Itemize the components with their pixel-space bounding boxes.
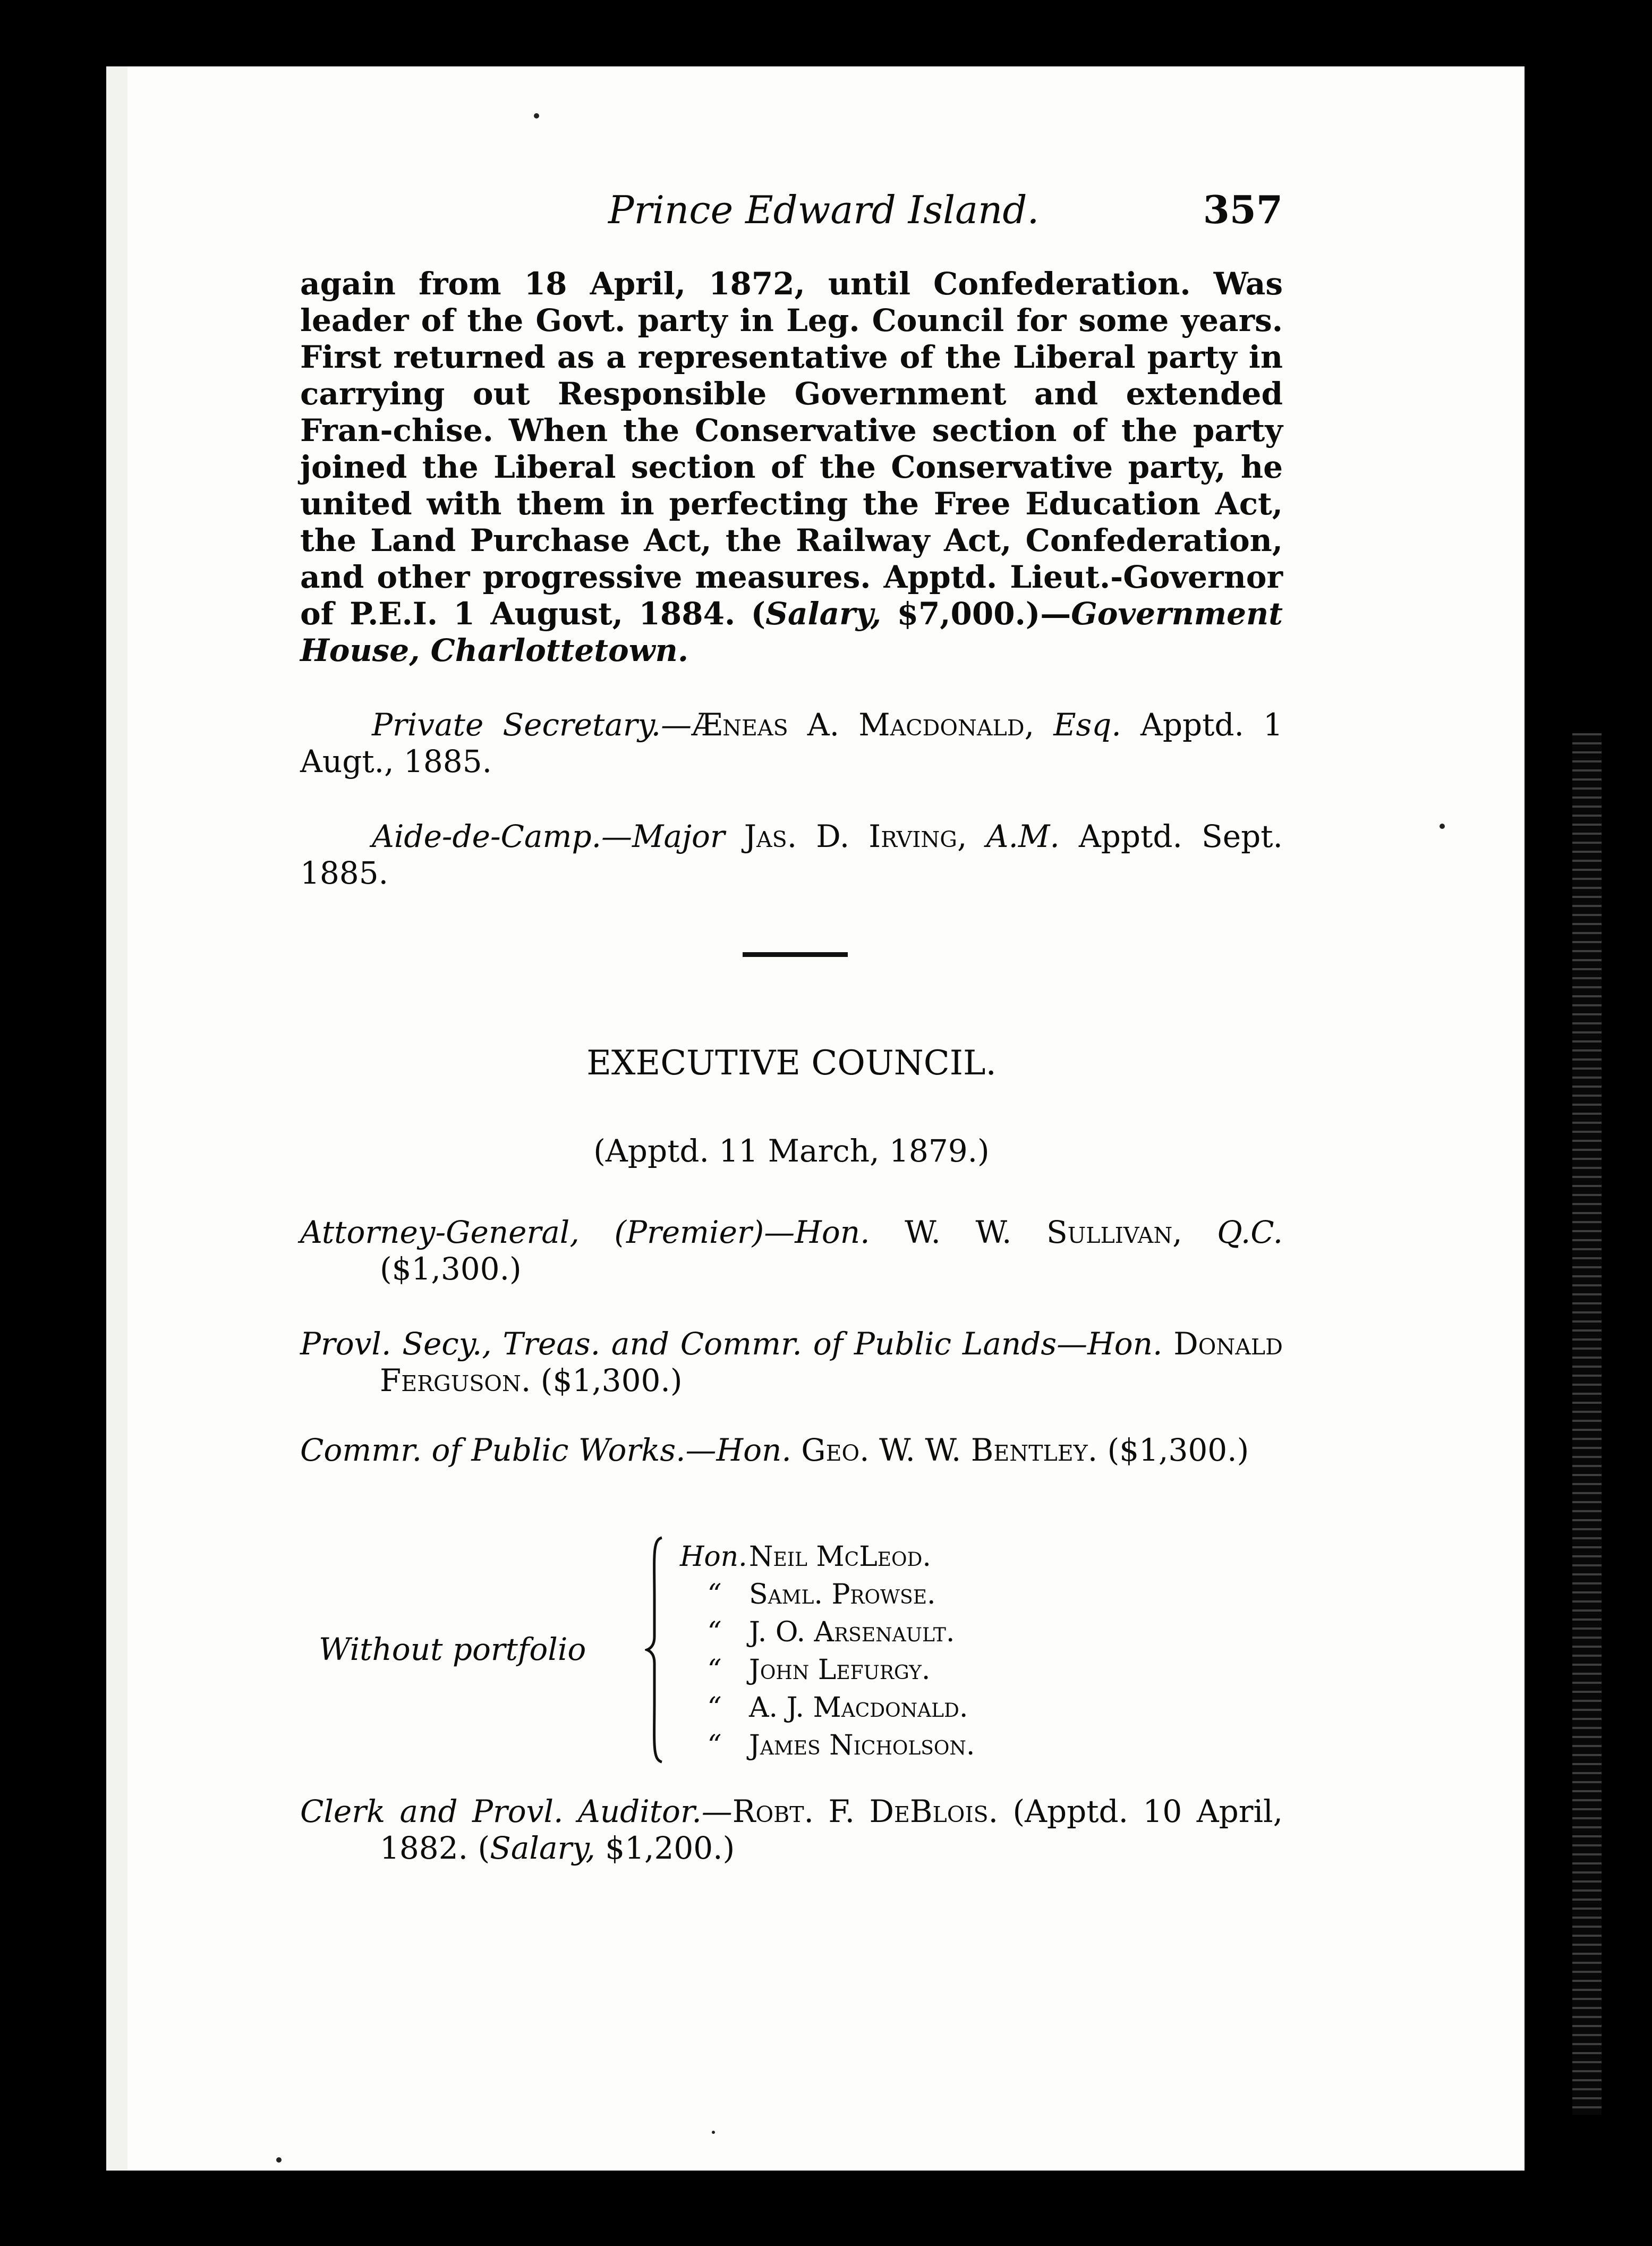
aide-de-camp-appointment: Apptd. Sept. 1885. <box>300 818 1283 891</box>
attorney-general-entry <box>300 1214 1283 1287</box>
continuation-text: again from 18 April, 1872, until Confederation. Was leader of the Govt. party in Leg. Council for some years. First returned as a representative of the Liberal party in carrying out Responsible Government and extended Fran-chise. When the Conservative section of the party joined the Liberal section of the Conservative party, he united with them in perfecting the Free Education Act, the Land Purchase Act, the Railway Act, Confederation, and other progressive measures. Apptd. Lieut.-Governor of P.E.I. 1 August, 1884. ( <box>300 266 1283 632</box>
public-works-entry <box>300 1432 1283 1469</box>
attorney-general-salary: ($1,300.) <box>380 1251 522 1287</box>
attorney-general-suffix: Q.C. <box>1182 1214 1283 1250</box>
print-speck <box>1440 824 1445 829</box>
aide-de-camp-title: Aide-de-Camp.—Major <box>372 818 725 854</box>
member-row <box>680 1689 975 1727</box>
clerk-title: Clerk and Provl. Auditor.— <box>300 1793 733 1829</box>
attorney-general-name: W. W. Sullivan, <box>870 1214 1182 1250</box>
brace-icon <box>645 1536 666 1764</box>
member-row <box>680 1576 975 1614</box>
aide-de-camp-name: Jas. D. Irving, <box>725 818 967 854</box>
member-name: John Lefurgy. <box>749 1654 931 1686</box>
provincial-secretary-salary: ($1,300.) <box>531 1362 683 1399</box>
without-portfolio-members <box>680 1538 975 1765</box>
member-prefix: “ <box>707 1692 722 1724</box>
page-number: 357 <box>1203 187 1283 232</box>
member-prefix: “ <box>707 1616 722 1648</box>
print-speck <box>712 2131 715 2134</box>
provincial-secretary-title: Provl. Secy., Treas. and Commr. of Public Lands—Hon. <box>300 1326 1163 1362</box>
member-row <box>680 1614 975 1651</box>
member-name: A. J. Macdonald. <box>749 1692 968 1724</box>
section-divider <box>743 952 848 957</box>
member-prefix: Hon. <box>680 1541 747 1573</box>
private-secretary-suffix: Esq. <box>1034 707 1121 743</box>
private-secretary-title: Private Secretary.— <box>372 707 692 743</box>
member-name: James Nicholson. <box>749 1730 975 1761</box>
aide-de-camp-suffix: A.M. <box>967 818 1060 854</box>
member-name: Neil McLeod. <box>749 1541 931 1573</box>
aide-de-camp-entry <box>300 818 1283 892</box>
private-secretary-name: Æneas A. Macdonald, <box>692 707 1035 743</box>
member-name: Saml. Prowse. <box>749 1579 936 1611</box>
clerk-salary-label: Salary, <box>490 1830 595 1866</box>
member-row <box>680 1727 975 1765</box>
clerk-salary-amount: $1,200.) <box>595 1830 735 1866</box>
clerk-appointment: (Apptd. 10 April, 1882. ( <box>380 1793 1283 1866</box>
public-works-title: Commr. of Public Works.—Hon. <box>300 1432 791 1468</box>
private-secretary-appointment: Apptd. 1 Augt., 1885. <box>300 707 1283 779</box>
print-speck <box>534 113 539 118</box>
without-portfolio-label: Without portfolio <box>319 1631 586 1667</box>
attorney-general-title: Attorney-General, (Premier)—Hon. <box>300 1214 870 1250</box>
running-head <box>300 189 1283 231</box>
salary-amount: $7,000.)— <box>881 596 1071 632</box>
member-prefix: “ <box>707 1579 722 1611</box>
continuation-paragraph <box>300 266 1283 669</box>
member-row <box>680 1538 975 1576</box>
residence: Government House, Charlottetown. <box>300 596 1283 668</box>
member-row <box>680 1651 975 1689</box>
salary-label: Salary, <box>765 596 882 632</box>
clerk-entry <box>300 1793 1283 1867</box>
public-works-name: Geo. W. W. Bentley. <box>791 1432 1098 1468</box>
private-secretary-entry <box>300 707 1283 780</box>
member-name: J. O. Arsenault. <box>749 1616 955 1648</box>
print-speck <box>276 2157 282 2163</box>
executive-council-subheading: (Apptd. 11 March, 1879.) <box>593 1133 990 1169</box>
binding-edge-strip <box>1572 733 1602 2115</box>
member-prefix: “ <box>707 1730 722 1761</box>
clerk-name: Robt. F. DeBlois. <box>732 1793 999 1829</box>
executive-council-heading: EXECUTIVE COUNCIL. <box>586 1044 997 1083</box>
member-prefix: “ <box>707 1654 722 1686</box>
running-head-title: Prince Edward Island. <box>608 188 1040 232</box>
public-works-salary: ($1,300.) <box>1097 1432 1249 1468</box>
provincial-secretary-entry <box>300 1326 1283 1399</box>
provincial-secretary-name: Donald Ferguson. <box>380 1326 1283 1399</box>
